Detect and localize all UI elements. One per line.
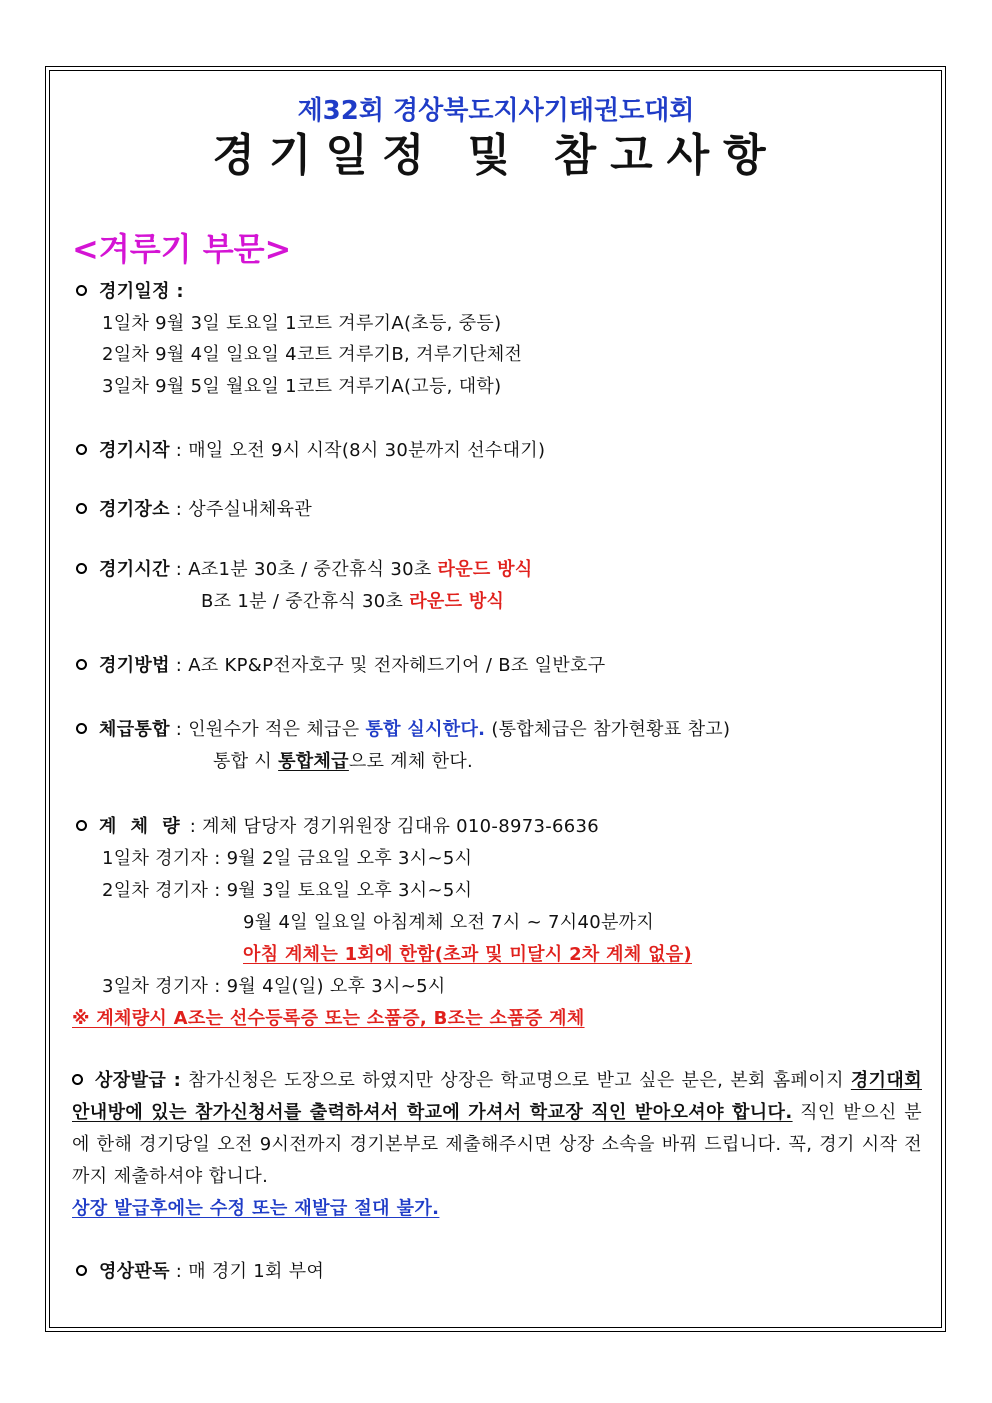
separator: : [169,655,189,676]
method-label: 경기방법 [99,655,170,676]
event-subtitle: 제32회 경상북도지사기태권도대회 [297,96,695,126]
separator: : [183,816,203,837]
merge-label: 체급통합 [99,719,170,740]
schedule-heading [76,280,184,304]
duration-label: 경기시간 [99,559,170,580]
method-value: A조 KP&P전자호구 및 전자헤드기어 / B조 일반호구 [188,655,606,676]
start-label: 경기시작 [99,440,170,461]
award-text2: 직인 받으신 분에 한해 경기당일 오전 9시전까지 경기본부로 제출해주시면 상장 소속을 바꿔 드립니다. 꼭, 경기 시작 전까지 제출하셔야 합니다. [72,1102,922,1187]
duration-item [76,558,533,582]
duration-b-highlight: 라운드 방식 [409,591,505,612]
weighin-day2-morning: 9월 4일 일요일 아침계체 오전 7시 ~ 7시40분까지 [243,912,655,933]
bullet-icon [76,285,87,296]
weighin-item [76,815,599,839]
merge-item [76,718,730,742]
bullet-icon [76,503,87,514]
schedule-row: 2일차 9월 4일 일요일 4코트 겨루기B, 겨루기단체전 [102,344,523,365]
separator: : [169,440,189,461]
start-item [76,439,545,463]
weighin-note: ※ 계체량시 A조는 선수등록증 또는 소품증, B조는 소품증 계체 [72,1008,585,1029]
merge-value: 인원수가 적은 체급은 [188,719,366,740]
weighin-day3: 3일차 경기자 : 9월 4일(일) 오후 3시~5시 [102,976,446,997]
start-value: 매일 오전 9시 시작(8시 30분까지 선수대기) [188,440,546,461]
section-title: <겨루기 부문> [72,230,292,268]
weighin-day2: 2일차 경기자 : 9월 3일 토요일 오후 3시~5시 [102,880,473,901]
schedule-row: 1일차 9월 3일 토요일 1코트 겨루기A(초등, 중등) [102,313,502,334]
bullet-icon [76,563,87,574]
weighin-day2-note: 아침 계체는 1회에 한함(초과 및 미달시 2차 계체 없음) [243,944,692,965]
venue-item [76,498,312,522]
separator: : [169,719,189,740]
weighin-value: 계체 담당자 경기위원장 김대유 010-8973-6636 [202,816,600,837]
merge-line2-pre: 통합 시 [213,751,279,772]
separator: : [169,499,189,520]
page-title: 경기일정 및 참고사항 [212,130,780,181]
video-item [76,1260,324,1284]
duration-b-line [201,590,504,614]
bullet-icon [72,1074,83,1085]
merge-line2 [213,750,473,774]
bullet-icon [76,820,87,831]
bullet-icon [76,1265,87,1276]
video-label: 영상판독 [99,1261,170,1282]
method-item [76,654,605,678]
schedule-row: 3일차 9월 5일 월요일 1코트 겨루기A(고등, 대학) [102,376,502,397]
venue-value: 상주실내체육관 [188,499,313,520]
merge-highlight: 통합 실시한다. [365,719,486,740]
award-text1: 참가신청은 도장으로 하였지만 상장은 학교명으로 받고 싶은 분은, 본회 홈페이지 [181,1070,851,1091]
award-warning: 상장 발급후에는 수정 또는 재발급 절대 불가. [72,1198,440,1219]
award-strong: 경기대회안내방에 있는 참가신청서를 출력하셔서 학교에 가셔서 학교장 직인 받아오셔야 합니다. [72,1070,922,1123]
schedule-label: 경기일정 : [99,281,184,302]
venue-label: 경기장소 [99,499,170,520]
duration-a-value: A조1분 30초 / 중간휴식 30초 [188,559,438,580]
merge-note: (통합체급은 참가현황표 참고) [485,719,731,740]
duration-b-value: B조 1분 / 중간휴식 30초 [201,591,410,612]
award-paragraph [72,1065,922,1225]
bullet-icon [76,444,87,455]
merge-line2-strong: 통합체급 [278,751,349,772]
separator: : [169,1261,189,1282]
video-value: 매 경기 1회 부여 [188,1261,325,1282]
weighin-day1: 1일차 경기자 : 9월 2일 금요일 오후 3시~5시 [102,848,473,869]
duration-a-highlight: 라운드 방식 [437,559,533,580]
award-label: 상장발급 : [95,1070,182,1091]
separator: : [169,559,189,580]
weighin-label: 계 체 량 [99,816,184,837]
merge-line2-post: 으로 계체 한다. [348,751,474,772]
bullet-icon [76,659,87,670]
bullet-icon [76,723,87,734]
